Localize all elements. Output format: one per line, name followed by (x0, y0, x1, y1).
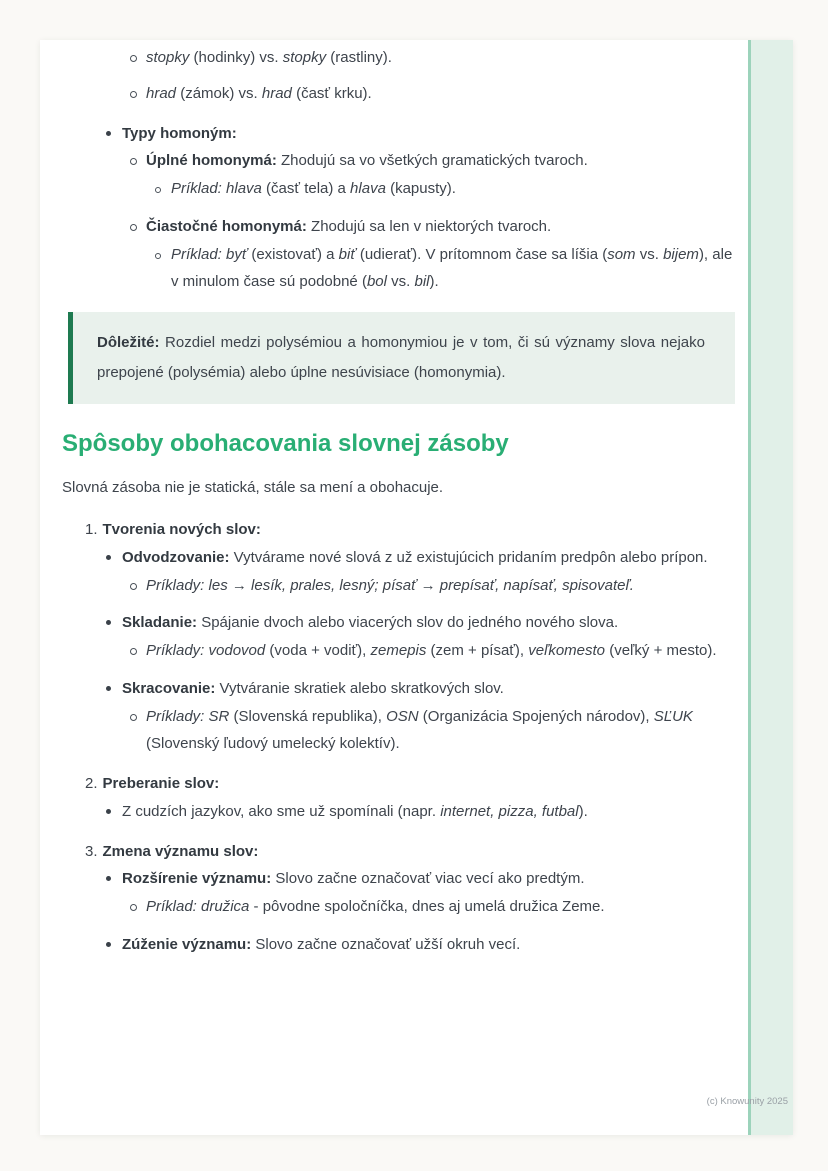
list-number-2: 2. (85, 775, 98, 793)
decorative-right-stripe (748, 40, 793, 1135)
list-item-priklad-byt: Príklad: byť (existovať) a biť (udierať). V prítomnom čase sa líšia (som vs. bijem), ale v minulom čase sú podobné (bol vs. bil). (62, 241, 735, 297)
list-item-priklad-hlava: Príklad: hlava (časť tela) a hlava (kapusty). (62, 175, 735, 203)
list-item-cudzie-jazyky: Z cudzích jazykov, ako sme už spomínali (napr. internet, pizza, futbal). (62, 798, 735, 826)
list-item-uplne-homonyma: Úplné homonymá: Zhodujú sa vo všetkých gramatických tvaroch. (62, 147, 735, 175)
list-item-priklad-druzica: Príklad: družica - pôvodne spoločníčka, dnes aj umelá družica Zeme. (62, 893, 735, 921)
document-page (40, 40, 793, 1135)
list-item-hrad: hrad (zámok) vs. hrad (časť krku). (62, 80, 735, 108)
document-content (62, 44, 735, 959)
list-item-typy-homonym: Typy homoným: (62, 120, 735, 148)
numbered-item-1 (62, 516, 735, 544)
list-number-1: 1. (85, 521, 98, 539)
callout-text: Dôležité: Rozdiel medzi polysémiou a homonymiou je v tom, či sú významy slova nejako prepojené (polysémia) alebo úplne nesúvisiace (homonymia). (97, 334, 705, 381)
section-heading: Spôsoby obohacovania slovnej zásoby (62, 430, 509, 457)
list-item-odvodzovanie: Odvodzovanie: Vytvárame nové slová z už existujúcich pridaním predpôn alebo prípon. (62, 544, 735, 572)
list-item-rozsirenie: Rozšírenie významu: Slovo začne označovať viac vecí ako predtým. (62, 865, 735, 893)
list-item-ciastocne-homonyma: Čiastočné homonymá: Zhodujú sa len v niektorých tvaroch. (62, 213, 735, 241)
list-number-3: 3. (85, 842, 98, 860)
numbered-item-1-label: Tvorenia nových slov: (102, 521, 261, 539)
numbered-item-2 (62, 770, 735, 798)
list-item-stopky: stopky (hodinky) vs. stopky (rastliny). (62, 44, 735, 72)
list-item-zuzenie: Zúženie významu: Slovo začne označovať užší okruh vecí. (62, 931, 735, 959)
intro-paragraph: Slovná zásoba nie je statická, stále sa mení a obohacuje. (62, 479, 444, 497)
numbered-item-3-label: Zmena významu slov: (102, 842, 259, 860)
list-item-priklady-les: Príklady: les → lesík, prales, lesný; písať → prepísať, napísať, spisovateľ. (62, 572, 735, 600)
list-item-skracovanie: Skracovanie: Vytváranie skratiek alebo skratkových slov. (62, 675, 735, 703)
list-item-priklady-vodovod: Príklady: vodovod (voda + vodiť), zemepis (zem + písať), veľkomesto (veľký + mesto). (62, 637, 735, 665)
list-item-priklady-sr: Príklady: SR (Slovenská republika), OSN (Organizácia Spojených národov), SĽUK (Slovenský ľudový umelecký kolektív). (62, 703, 735, 759)
list-item-skladanie: Skladanie: Spájanie dvoch alebo viacerých slov do jedného nového slova. (62, 609, 735, 637)
numbered-item-3 (62, 838, 735, 866)
copyright-notice: (c) Knowunity 2025 (706, 1096, 788, 1107)
numbered-item-2-label: Preberanie slov: (102, 775, 220, 793)
important-callout (68, 312, 735, 404)
